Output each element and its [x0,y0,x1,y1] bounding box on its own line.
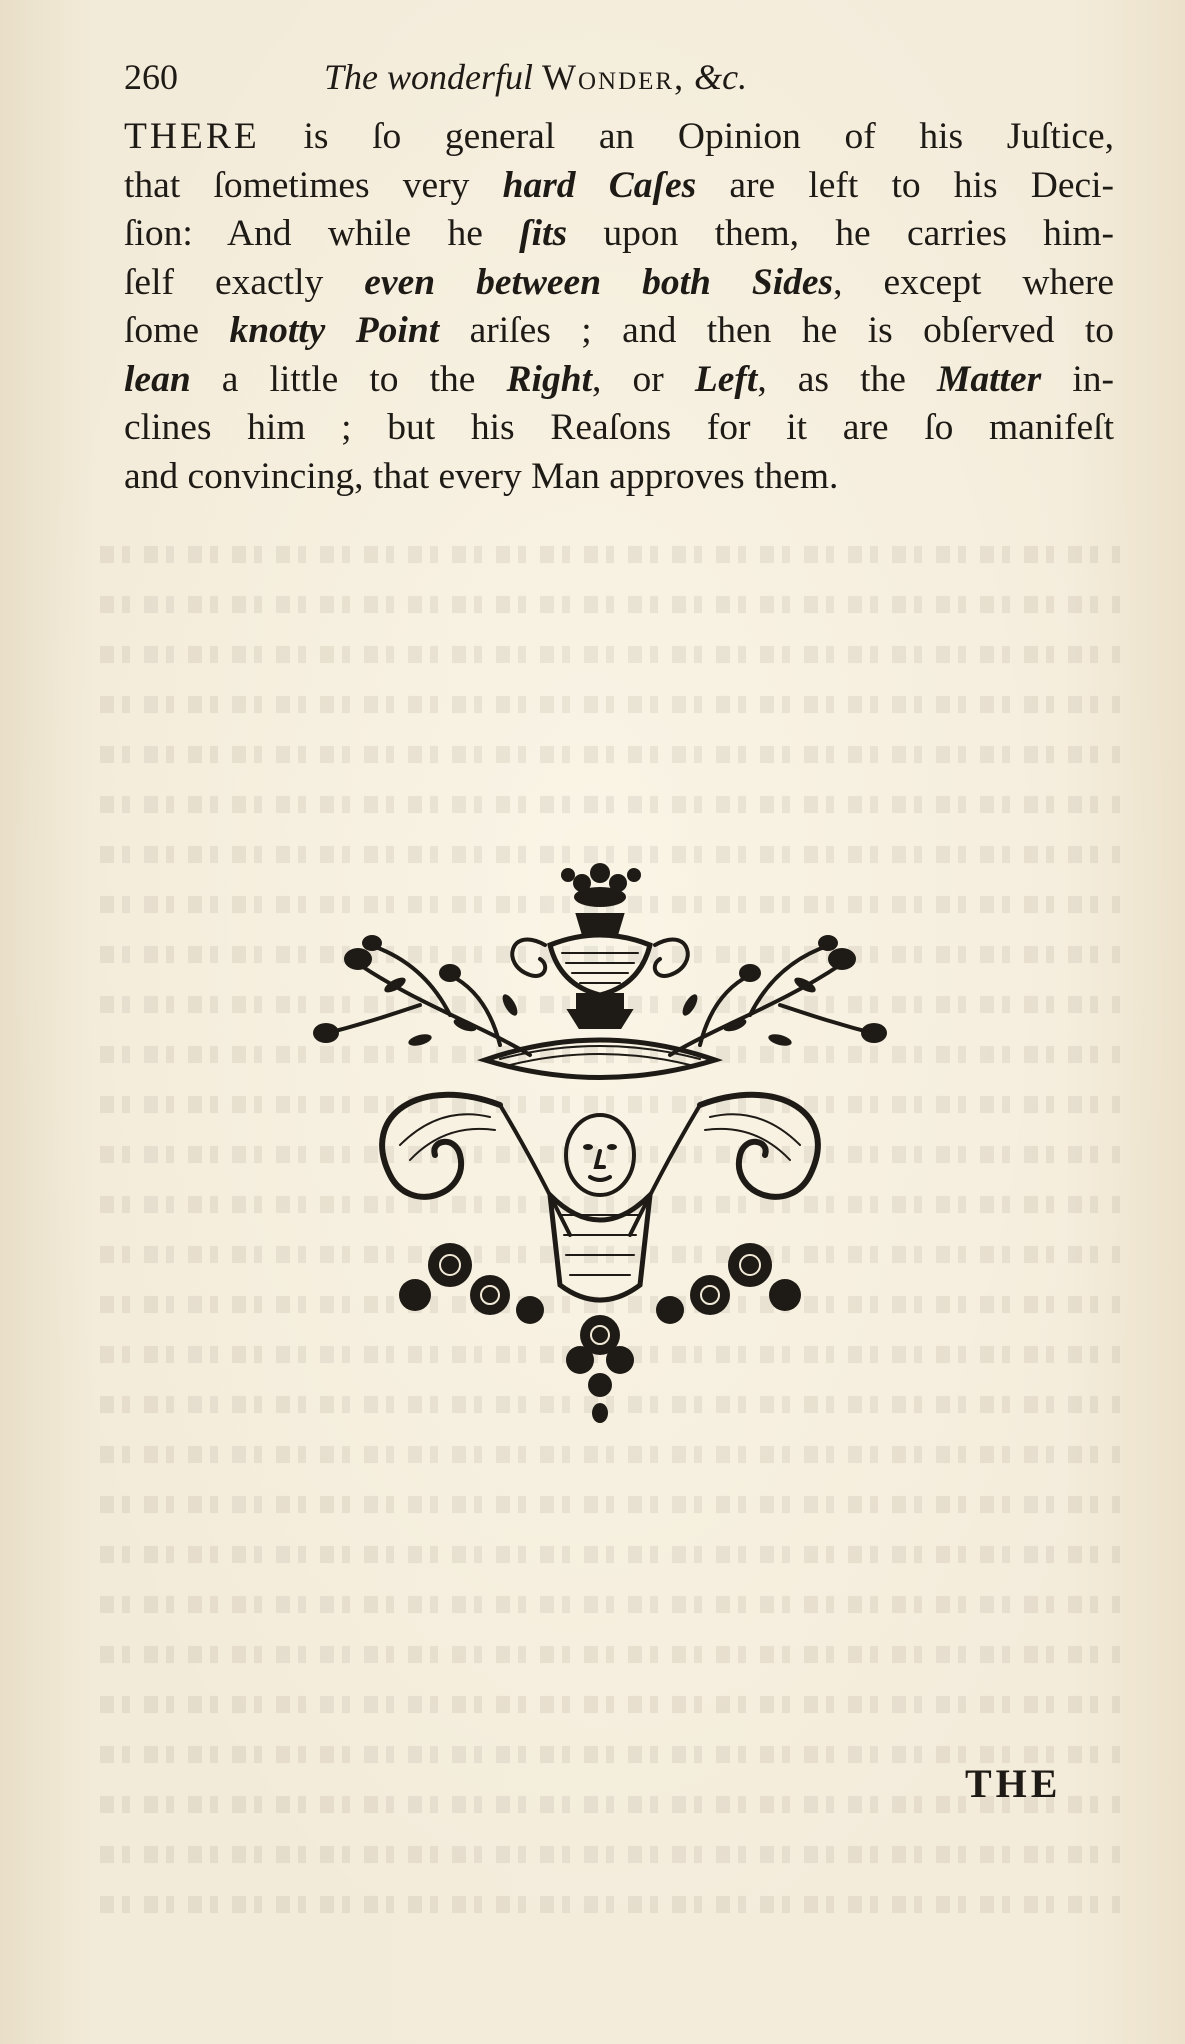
italic-phrase: Right [506,358,593,400]
text-line [124,162,1114,211]
text-run: in- [1041,358,1114,400]
opening-word: THERE [124,116,260,157]
text-run: upon them, he carries him- [567,213,1115,254]
text-run: a little to the [190,358,507,400]
text-line [124,356,1114,405]
italic-phrase: even between both Sides [364,261,834,303]
running-title-italic: The wonderful [324,57,534,97]
text-line [124,307,1114,356]
tailpiece-urn-flowers-ornament [300,855,915,1425]
italic-phrase: lean [124,358,191,400]
italic-phrase: Matter [937,358,1042,400]
text-run: ſome [124,310,230,351]
text-line [124,404,1114,453]
running-head [124,52,1024,102]
text-line [124,210,1114,259]
text-run: and convincing, that every Man approves them. [124,455,839,497]
running-title-caps: Wonder, [542,57,686,97]
text-run: ariſes ; and then he is obſerved to [439,310,1115,351]
page-number: 260 [124,57,178,97]
text-line [124,453,1114,502]
text-line [124,259,1114,308]
text-run: ſelf exactly [124,261,365,303]
italic-phrase: Left [694,358,758,400]
text-line [124,113,1114,162]
text-run: ſion: And while he [124,213,520,254]
text-run: clines him ; but his Reaſons for it are ſo manifeſt [124,407,1114,448]
text-run: , except where [833,261,1114,303]
italic-phrase: hard Caſes [502,164,697,206]
text-run: , as the [757,358,938,400]
text-run: is ſo general an Opinion of his Juſtice, [259,116,1114,157]
text-run: that ſometimes very [124,164,503,206]
italic-phrase: knotty Point [229,310,440,351]
running-title [324,52,747,102]
text-run: are left to his Deci- [696,164,1115,206]
catchword: THE [965,1761,1062,1806]
running-title-end: &c. [694,57,748,97]
italic-phrase: ſits [519,213,568,254]
body-paragraph [124,113,1114,501]
text-run: , or [592,358,695,400]
